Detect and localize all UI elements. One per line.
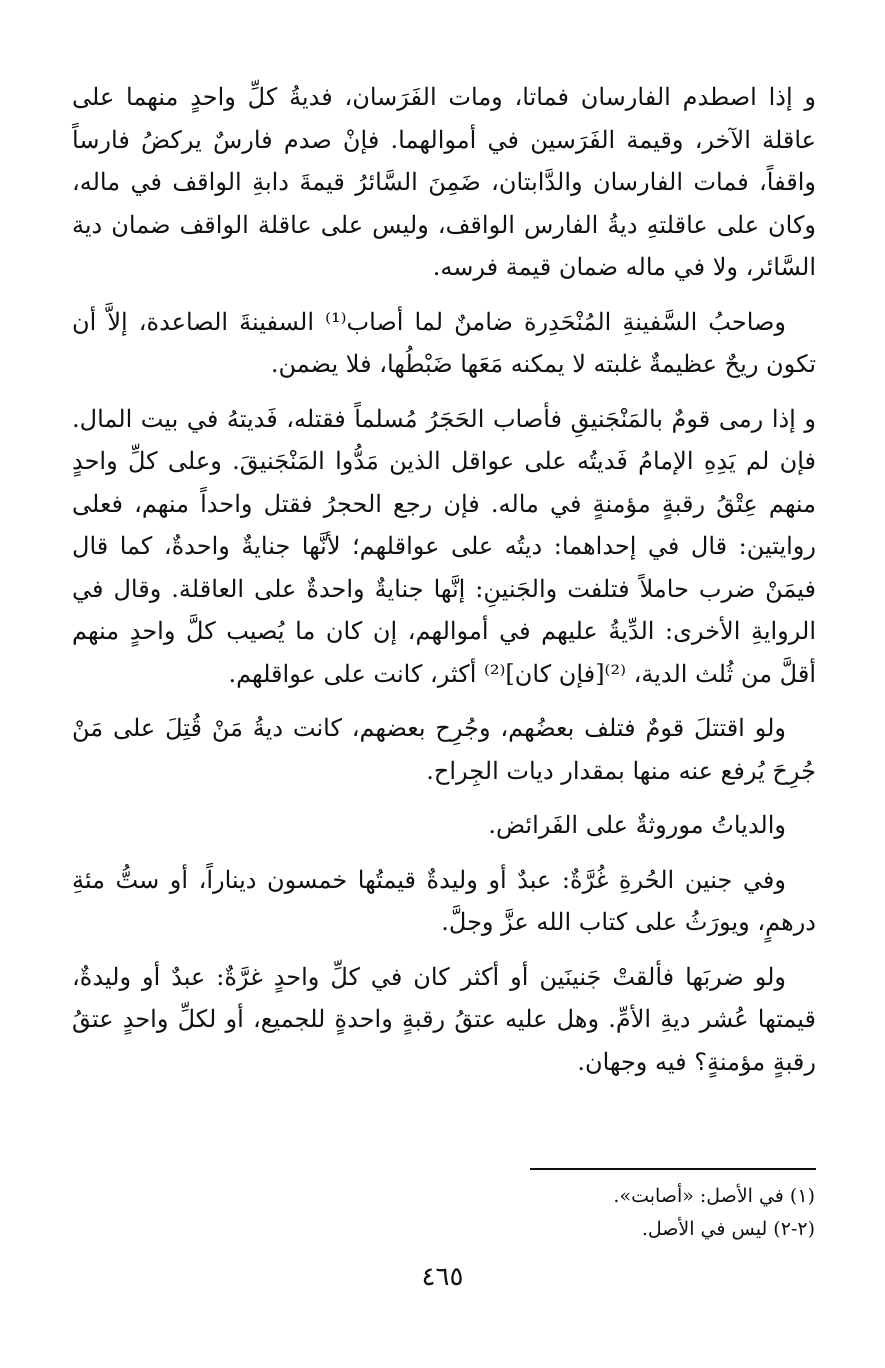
- page-number: ٤٦٥: [421, 1262, 464, 1292]
- footnotes: [315, 1180, 815, 1246]
- footnote-2: (٢-٢) ليس في الأصل.: [641, 1218, 815, 1240]
- paragraph-4: ولو اقتتلَ قومٌ فتلف بعضُهم، وجُرِح بعضهم، كانت ديةُ مَنْ قُتِلَ على مَنْ جُرِحَ يُرفع عنه منها بمقدار ديات الجِراح.: [72, 714, 816, 785]
- main-text: [72, 76, 816, 1095]
- footnote-1: (١) في الأصل: «أصابت».: [613, 1185, 815, 1207]
- paragraph-6: وفي جنين الحُرةِ غُرَّةٌ: عبدٌ أو وليدةٌ قيمتُها خمسون ديناراً، أو ستُّ مئةِ درهمٍ، ويورَثُ على كتاب الله عزَّ وجلَّ.: [72, 865, 816, 936]
- footnote-divider: [530, 1168, 816, 1170]
- paragraph-5: والدياتُ موروثةٌ على الفَرائض.: [488, 811, 786, 839]
- paragraph-3: و إذا رمى قومٌ بالمَنْجَنيقِ فأصاب الحَجَرُ مُسلماً فقتله، فَديتهُ في بيت المال. فإن لم يَدِهِ الإمامُ فَديتُه على عواقل الذين مَدُّوا المَنْجَنيقَ. وعلى كلِّ واحدٍ منهم عِتْقُ رقبةٍ مؤمنةٍ في ماله. فإن رجع الحجرُ فقتل واحداً منهم، فعلى روايتين: قال في إحداهما: ديتُه على عواقلهم؛ لأنَّها جنايةٌ واحدةٌ، كما قال فيمَنْ ضرب حاملاً فتلفت والجَنينِ: إنَّها جنايةٌ واحدةٌ على العاقلة. وقال في الروايةِ الأخرى: الدِّيةُ عليهم في أموالهم، إن كان ما يُصيب كلَّ واحدٍ منهم أقلَّ من ثُلث الدية، ⁽²⁾[فإن كان]⁽²⁾ أكثر، كانت على عواقلهم.: [72, 404, 816, 688]
- paragraph-2: وصاحبُ السَّفينةِ المُنْحَدِرة ضامنٌ لما أصاب⁽¹⁾ السفينةَ الصاعدة، إلاَّ أن تكون ريحٌ عظيمةٌ غلبته لا يمكنه مَعَها ضَبْطُها، فلا يضمن.: [72, 307, 816, 378]
- paragraph-7: ولو ضربَها فألقتْ جَنينَين أو أكثر كان في كلِّ واحدٍ غرَّةٌ: عبدٌ أو وليدةٌ، قيمتها عُشر ديةِ الأمِّ. وهل عليه عتقُ رقبةٍ واحدةٍ للجميع، أو لكلِّ واحدٍ عتقُ رقبةٍ مؤمنةٍ؟ فيه وجهان.: [72, 962, 816, 1076]
- paragraph-1: و إذا اصطدم الفارسان فماتا، ومات الفَرَسان، فديةُ كلِّ واحدٍ منهما على عاقلة الآخر، وقيمة الفَرَسين في أموالهما. فإنْ صدم فارسٌ يركضُ فارساً واقفاً، فمات الفارسان والدَّابتان، ضَمِنَ السَّائرُ قيمةَ دابةِ الواقف في ماله، وكان على عاقلتهِ ديةُ الفارس الواقف، وليس على عاقلة الواقف ضمان دية السَّائر، ولا في ماله ضمان قيمة فرسه.: [72, 83, 816, 281]
